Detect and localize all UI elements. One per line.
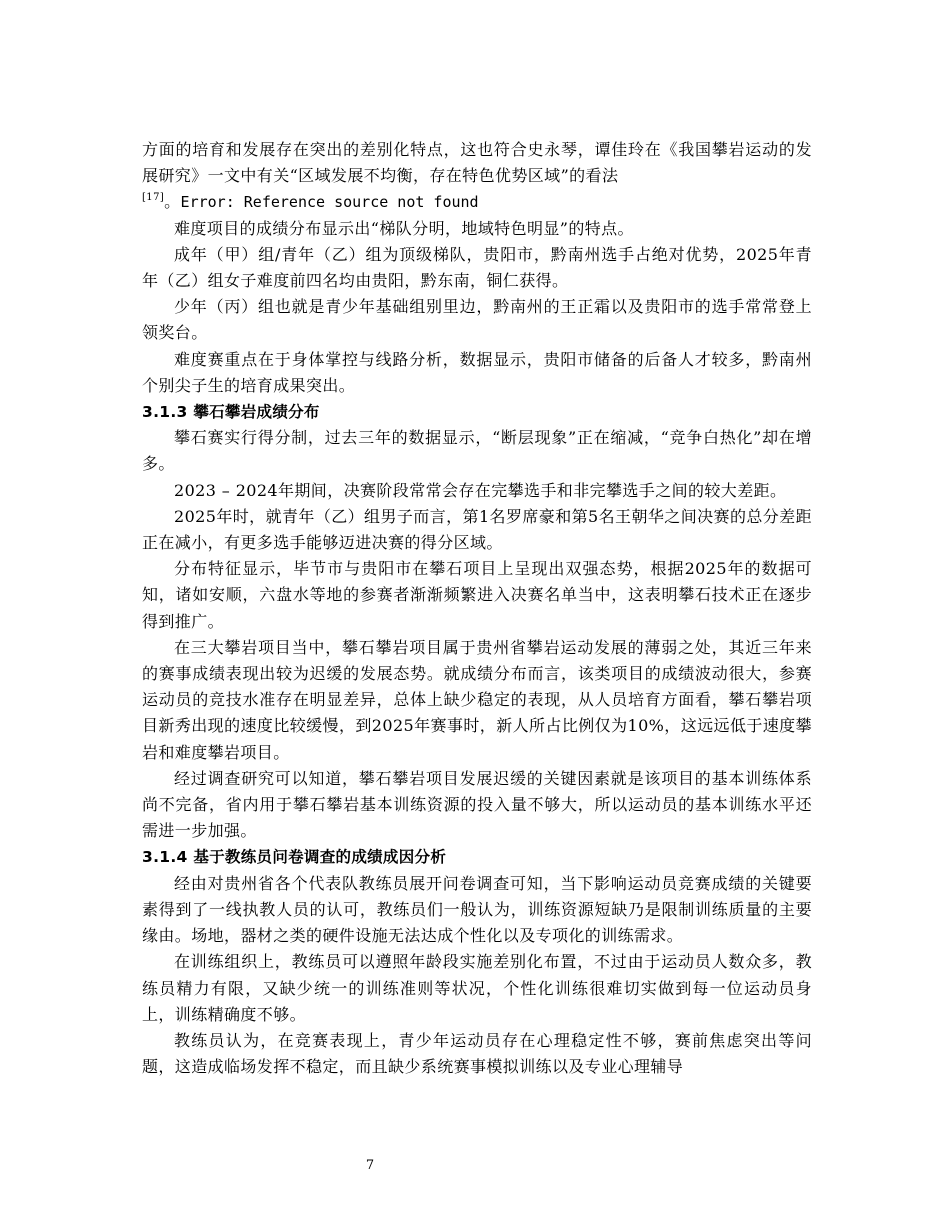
paragraph: 难度项目的成绩分布显示出“梯队分明，地域特色明显”的特点。	[174, 218, 634, 238]
paragraph: 难度赛重点在于身体掌控与线路分析，数据显示，贵阳市储备的后备人才较多，黔南州个别尖子生的培育成果突出。	[142, 349, 812, 395]
paragraph: 少年（丙）组也就是青少年基础组别里边，黔南州的王正霜以及贵阳市的选手常常登上领奖台。	[142, 297, 812, 343]
paragraph: 在三大攀岩项目当中，攀石攀岩项目属于贵州省攀岩运动发展的薄弱之处，其近三年来的赛事成绩表现出较为迟缓的发展态势。就成绩分布而言，该类项目的成绩波动很大，参赛运动员的竞技水准存在明显差异，总体上缺少稳定的表现，从人员培育方面看，攀石攀岩项目新秀出现的速度比较缓慢，到2025年赛事时，新人所占比例仅为10%，这远远低于速度攀岩和难度攀岩项目。	[142, 637, 812, 762]
paragraph: 分布特征显示，毕节市与贵阳市在攀石项目上呈现出双强态势，根据2025年的数据可知，诸如安顺，六盘水等地的参赛者渐渐频繁进入决赛名单当中，这表明攀石技术正在逐步得到推广。	[142, 559, 812, 631]
paragraph: 经由对贵州省各个代表队教练员展开问卷调查可知，当下影响运动员竞赛成绩的关键要素得到了一线执教人员的认可，教练员们一般认为，训练资源短缺乃是限制训练质量的主要缘由。场地，器材之类的硬件设施无法达成个性化以及专项化的训练需求。	[142, 873, 812, 946]
reference-line	[142, 189, 812, 215]
paragraph-text: 方面的培育和发展存在突出的差别化特点，这也符合史永琴，谭佳玲在《我国攀岩运动的发展研究》一文中有关“区域发展不均衡，存在特色优势区域”的看法	[142, 140, 812, 186]
paragraph-continued	[142, 137, 812, 189]
paragraph: 2025年时，就青年（乙）组男子而言，第1名罗席豪和第5名王朝华之间决赛的总分差距正在减小，有更多选手能够迈进决赛的得分区域。	[142, 506, 812, 553]
sentence-end-punct: 。	[164, 192, 181, 212]
paragraph: 教练员认为，在竞赛表现上，青少年运动员存在心理稳定性不够，赛前焦虑突出等问题，这造成临场发挥不稳定，而且缺少系统赛事模拟训练以及专业心理辅导	[142, 1030, 812, 1077]
paragraph: 成年（甲）组/青年（乙）组为顶级梯队，贵阳市，黔南州选手占绝对优势，2025年青年（乙）组女子难度前四名均由贵阳，黔东南，铜仁获得。	[142, 244, 812, 291]
section-heading-3-1-4: 3.1.4 基于教练员问卷调查的成绩成因分析	[142, 848, 447, 867]
paragraph: 2023 – 2024年期间，决赛阶段常常会存在完攀选手和非完攀选手之间的较大差距。	[174, 480, 787, 500]
paragraph: 经过调查研究可以知道，攀石攀岩项目发展迟缓的关键因素就是该项目的基本训练体系尚不完备，省内用于攀石攀岩基本训练资源的投入量不够大，所以运动员的基本训练水平还需进一步加强。	[142, 768, 812, 841]
page-number: 7	[365, 1158, 375, 1173]
section-heading-3-1-3: 3.1.3 攀石攀岩成绩分布	[142, 403, 320, 422]
citation-marker[interactable]: [17]	[142, 192, 165, 204]
reference-error-text: Error: Reference source not found	[180, 193, 479, 212]
paragraph: 在训练组织上，教练员可以遵照年龄段实施差别化布置，不过由于运动员人数众多，教练员精力有限，又缺少统一的训练准则等状况，个性化训练很难切实做到每一位运动员身上，训练精确度不够。	[142, 952, 812, 1024]
paragraph: 攀石赛实行得分制，过去三年的数据显示，“断层现象”正在缩减，“竞争白热化”却在增多。	[142, 428, 812, 474]
body-text	[142, 137, 812, 1080]
